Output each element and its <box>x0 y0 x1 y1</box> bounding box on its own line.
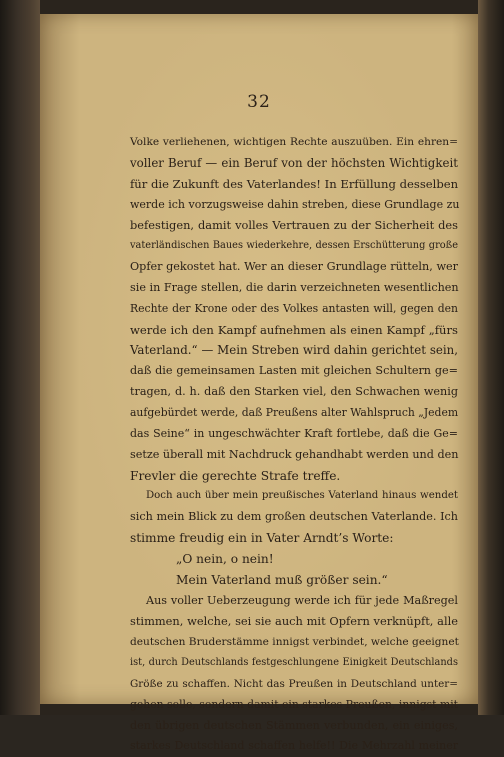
text-line: werde ich den Kampf aufnehmen als einen Kampf „fürs <box>130 322 458 337</box>
text-line: stimmen, welche, sei sie auch mit Opfern verknüpft, alle <box>130 614 458 629</box>
text-line: starkes Deutschland schaffen helfe!! Die Mehrzahl meiner <box>130 739 458 753</box>
body-text <box>130 132 458 757</box>
page-edge <box>478 0 504 715</box>
text-line: Aus voller Ueberzeugung werde ich für jede Maßregel <box>146 593 458 607</box>
text-line: Größe zu schaffen. Nicht das Preußen in Deutschland unter= <box>130 677 458 690</box>
text-line: vaterländischen Baues wiederkehre, dessen Erschütterung große <box>130 240 458 252</box>
text-line: Opfer gekostet hat. Wer an dieser Grundlage rütteln, wer <box>130 260 458 274</box>
text-line: Rechte der Krone oder des Volkes antasten will, gegen den <box>130 301 458 315</box>
text-line: gehen solle, sondern damit ein starkes Preußen, innigst mit <box>130 697 458 711</box>
text-line: sie in Frage stellen, die darin verzeichneten wesentlichen <box>130 280 459 294</box>
text-line: ist, durch Deutschlands festgeschlungene Einigkeit Deutschlands <box>130 657 458 669</box>
text-line: werde ich vorzugsweise dahin streben, diese Grundlage zu <box>130 197 460 211</box>
text-line: das Seine“ in ungeschwächter Kraft fortlebe, daß die Ge= <box>130 426 458 440</box>
page-sheet <box>40 14 478 753</box>
text-line: für die Zukunft des Vaterlandes! In Erfüllung desselben <box>130 176 459 191</box>
verse-line: „O nein, o nein! <box>176 551 274 566</box>
text-line: setze überall mit Nachdruck gehandhabt werden und den <box>130 447 459 461</box>
book-binding <box>0 0 40 715</box>
text-line: Volke verliehenen, wichtigen Rechte auszuüben. Ein ehren= <box>130 136 458 148</box>
text-line: sich mein Blick zu dem großen deutschen Vaterlande. Ich <box>130 510 458 524</box>
text-line: aufgebürdet werde, daß Preußens alter Wahlspruch „Jedem <box>130 405 459 419</box>
text-line: tragen, d. h. daß den Starken viel, den Schwachen wenig <box>130 385 458 399</box>
page-number: 32 <box>247 92 271 112</box>
text-line: voller Beruf — ein Beruf von der höchsten Wichtigkeit <box>130 155 458 170</box>
text-line: daß die gemeinsamen Lasten mit gleichen Schultern ge= <box>130 364 458 378</box>
text-line: stimme freudig ein in Vater Arndt’s Worte: <box>130 531 394 546</box>
text-line: befestigen, damit volles Vertrauen zu der Sicherheit des <box>130 218 458 233</box>
text-line: Frevler die gerechte Strafe treffe. <box>130 468 341 483</box>
text-line: Doch auch über mein preußisches Vaterland hinaus wendet <box>146 490 458 502</box>
text-line: Vaterland.“ — Mein Streben wird dahin gerichtet sein, <box>130 343 458 358</box>
text-line: den übrigen deutschen Stämmen verbunden, ein einiges, <box>130 718 458 732</box>
verse-line: Mein Vaterland muß größer sein.“ <box>176 572 388 587</box>
text-line: deutschen Bruderstämme innigst verbindet, welche geeignet <box>130 636 459 649</box>
